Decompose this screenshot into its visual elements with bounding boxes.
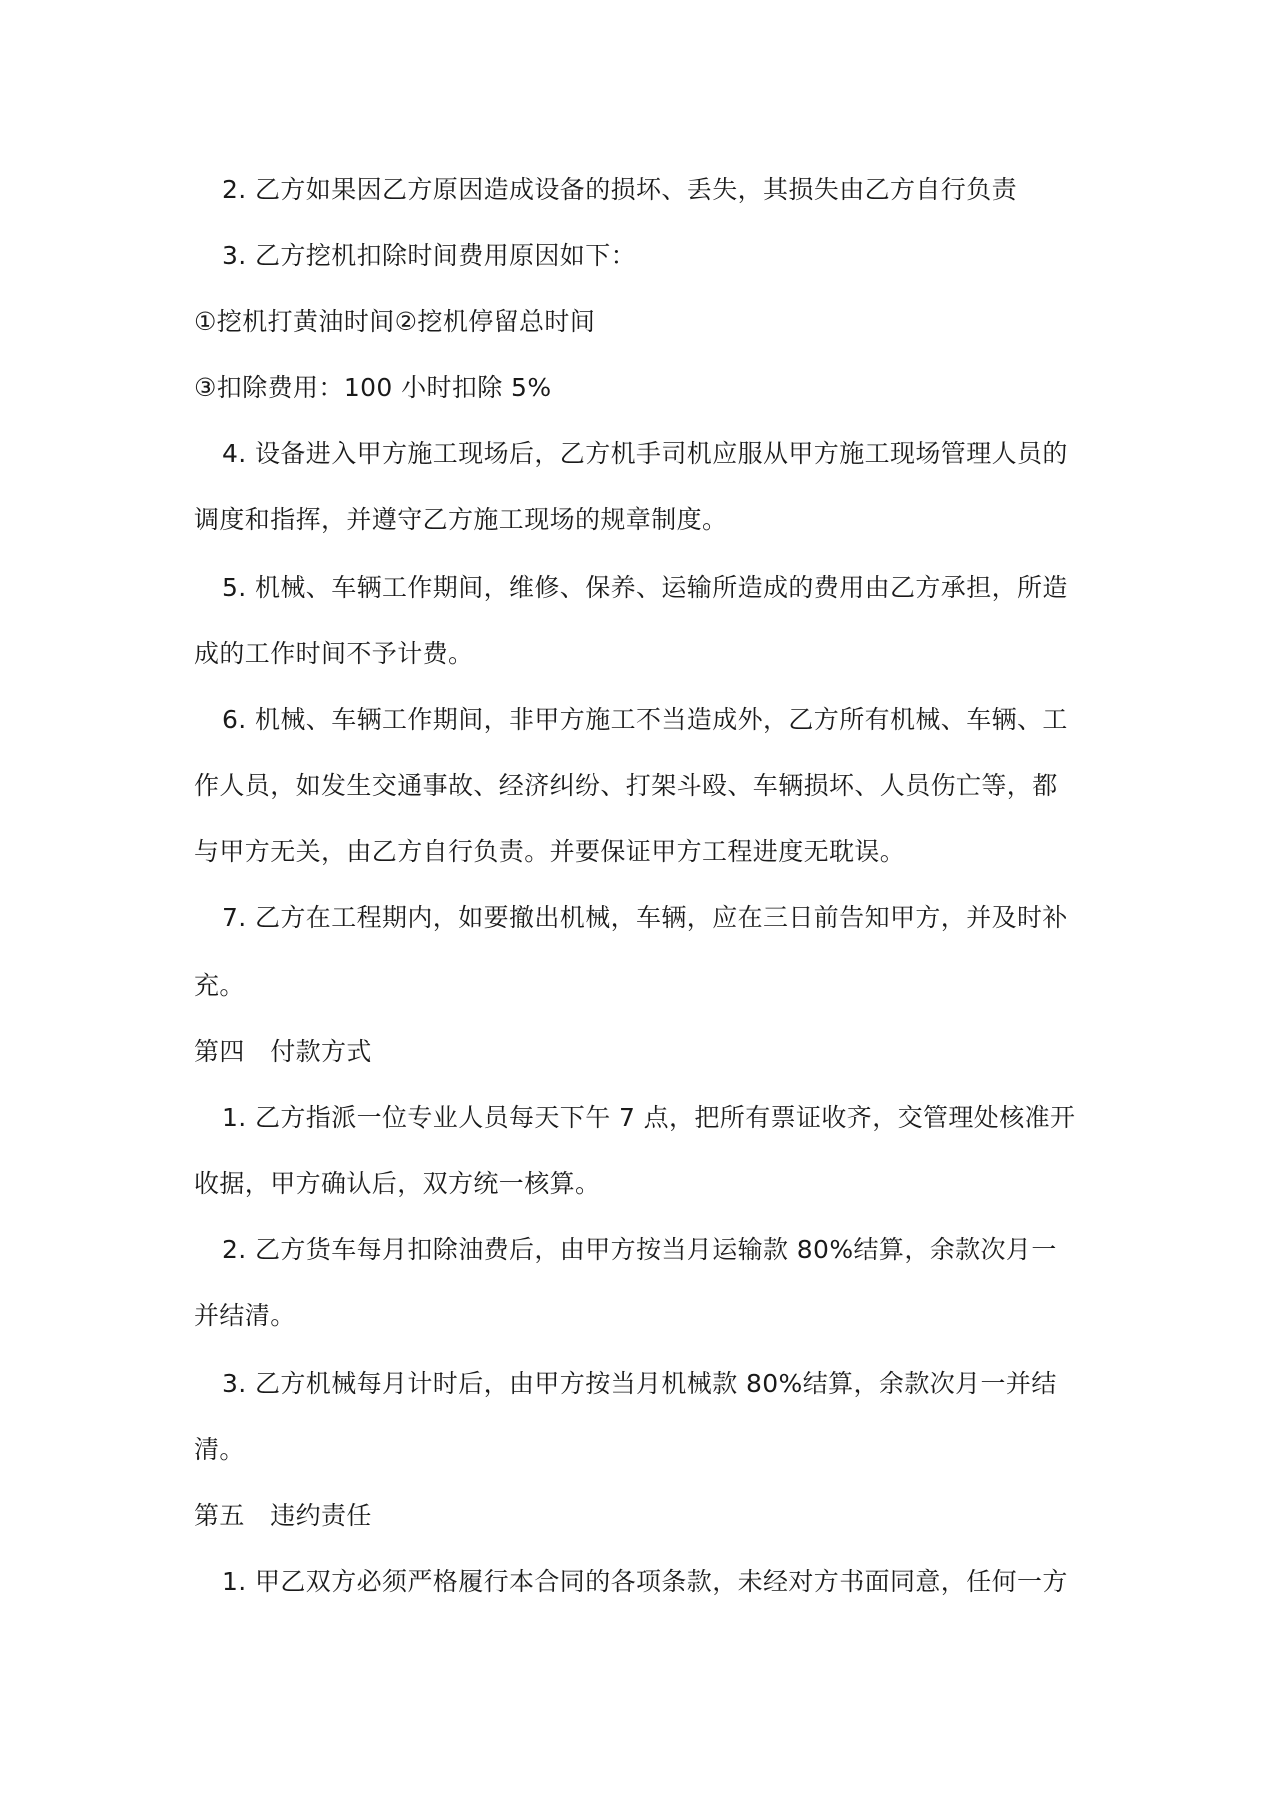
payment-2-line-2: 并结清。 bbox=[194, 1301, 296, 1330]
payment-1-line-2: 收据，甲方确认后，双方统一核算。 bbox=[194, 1169, 601, 1198]
clause-3-item-1-2: ①挖机打黄油时间②挖机停留总时间 bbox=[194, 307, 596, 336]
clause-3-item-3: ③扣除费用：100 小时扣除 5% bbox=[194, 373, 552, 402]
section-4-heading: 第四 付款方式 bbox=[194, 1037, 372, 1066]
clause-4-line-2: 调度和指挥，并遵守乙方施工现场的规章制度。 bbox=[194, 505, 728, 534]
clause-6-line-2: 作人员，如发生交通事故、经济纠纷、打架斗殴、车辆损坏、人员伤亡等，都 bbox=[194, 771, 1058, 800]
payment-3-line-1: 3. 乙方机械每月计时后，由甲方按当月机械款 80%结算，余款次月一并结 bbox=[222, 1369, 1057, 1398]
clause-3-line: 3. 乙方挖机扣除时间费用原因如下： bbox=[222, 241, 637, 270]
clause-4-line-1: 4. 设备进入甲方施工现场后，乙方机手司机应服从甲方施工现场管理人员的 bbox=[222, 439, 1068, 468]
clause-2-line: 2. 乙方如果因乙方原因造成设备的损坏、丢失，其损失由乙方自行负责 bbox=[222, 175, 1018, 204]
clause-5-line-2: 成的工作时间不予计费。 bbox=[194, 639, 474, 668]
clause-6-line-1: 6. 机械、车辆工作期间，非甲方施工不当造成外，乙方所有机械、车辆、工 bbox=[222, 705, 1068, 734]
section-5-heading: 第五 违约责任 bbox=[194, 1501, 372, 1530]
payment-1-line-1: 1. 乙方指派一位专业人员每天下午 7 点，把所有票证收齐，交管理处核准开 bbox=[222, 1103, 1076, 1132]
payment-3-line-2: 清。 bbox=[194, 1435, 245, 1464]
clause-7-line-2: 充。 bbox=[194, 971, 245, 1000]
payment-2-line-1: 2. 乙方货车每月扣除油费后，由甲方按当月运输款 80%结算，余款次月一 bbox=[222, 1235, 1057, 1264]
clause-7-line-1: 7. 乙方在工程期内，如要撤出机械，车辆，应在三日前告知甲方，并及时补 bbox=[222, 903, 1068, 932]
clause-5-line-1: 5. 机械、车辆工作期间，维修、保养、运输所造成的费用由乙方承担，所造 bbox=[222, 573, 1068, 602]
liability-1-line-1: 1. 甲乙双方必须严格履行本合同的各项条款，未经对方书面同意，任何一方 bbox=[222, 1567, 1068, 1596]
clause-6-line-3: 与甲方无关，由乙方自行负责。并要保证甲方工程进度无耽误。 bbox=[194, 837, 906, 866]
